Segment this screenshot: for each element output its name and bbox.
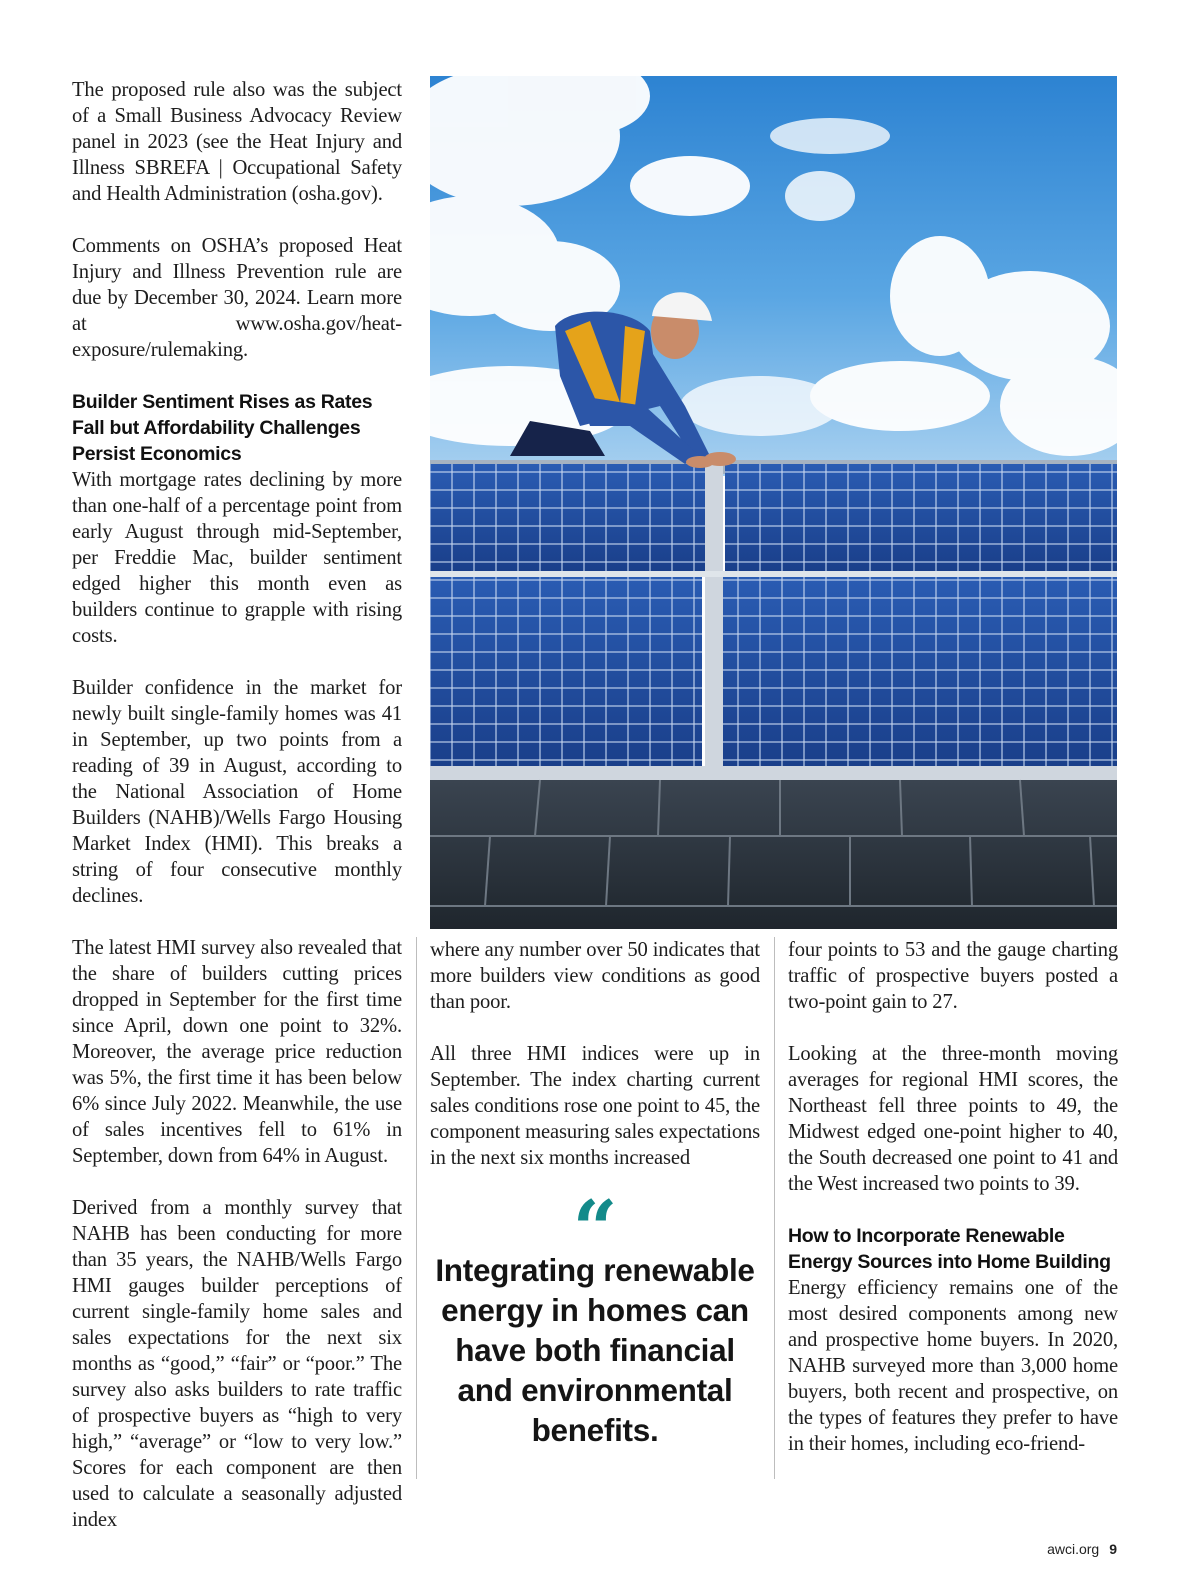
- paragraph-hmi-indices: All three HMI indices were up in September. The index charting current sales conditions rose one point to 45, the component measuring sales expectations in the next six months increased: [430, 1043, 760, 1169]
- section-heading-renewable-energy: How to Incorporate Renewable Energy Sources into Home Building: [788, 1225, 1111, 1273]
- pull-quote-text: Integrating renewable energy in homes can have both financial and environmental benefits.: [435, 1252, 755, 1448]
- solar-panels: [430, 464, 1117, 780]
- footer-site-link[interactable]: awci.org: [1047, 1541, 1100, 1557]
- section-heading-builder-sentiment: Builder Sentiment Rises as Rates Fall but Affordability Challenges Persist Economics: [72, 391, 373, 465]
- column-divider: [416, 937, 417, 1479]
- paragraph-comments-due: Comments on OSHA’s proposed Heat Injury and Illness Prevention rule are due by December 30, 2024. Learn more at www.osha.gov/heat-exposure/rulemaking.: [72, 235, 402, 361]
- page-footer: [1047, 1541, 1117, 1557]
- paragraph-mortgage-rates: With mortgage rates declining by more than one-half of a percentage point from early August through mid-September, per Freddie Mac, builder sentiment edged higher this month even as builders continue to grapple with rising costs.: [72, 469, 402, 647]
- paragraph-price-cuts: The latest HMI survey also revealed that the share of builders cutting prices dropped in September for the first time since April, down one point to 32%. Moreover, the average price reduction was 5%, the first time it has been below 6% since July 2022. Meanwhile, the use of sales incentives fell to 61% in September, down from 64% in August.: [72, 937, 402, 1167]
- middle-column: [430, 937, 760, 1171]
- paragraph-index-threshold: where any number over 50 indicates that more builders view conditions as good than poor.: [430, 939, 760, 1013]
- right-column: [788, 937, 1118, 1457]
- left-column: [72, 77, 402, 1533]
- paragraph-energy-efficiency: Energy efficiency remains one of the most desired components among new and prospective home buyers. In 2020, NAHB surveyed more than 3,000 home buyers, both recent and prospective, on the types of features they prefer to have in their homes, including eco-friend-: [788, 1277, 1118, 1455]
- quote-mark-icon: “: [572, 1184, 618, 1275]
- page-number: 9: [1109, 1541, 1117, 1557]
- paragraph-regional-scores: Looking at the three-month moving averages for regional HMI scores, the Northeast fell three points to 49, the Midwest edged one-point higher to 40, the South decreased one point to 41 and the West increased two points to 39.: [788, 1043, 1118, 1195]
- paragraph-buyer-traffic: four points to 53 and the gauge charting traffic of prospective buyers posted a two-point gain to 27.: [788, 939, 1118, 1013]
- paragraph-hmi-survey: Derived from a monthly survey that NAHB has been conducting for more than 35 years, the NAHB/Wells Fargo HMI gauges builder perceptions of current single-family home sales and sales expectations for the next six months as “good,” “fair” or “poor.” The survey also asks builders to rate traffic of prospective buyers as “high to very high,” “average” or “low to very low.” Scores for each component are then used to calculate a seasonally adjusted index: [72, 1197, 402, 1531]
- solar-installer-photo: [430, 76, 1117, 929]
- paragraph-rule-review: The proposed rule also was the subject of a Small Business Advocacy Review panel in 2023 (see the Heat Injury and Illness SBREFA | Occupational Safety and Health Administration (osha.gov).: [72, 79, 402, 205]
- paragraph-builder-confidence: Builder confidence in the market for newly built single-family homes was 41 in September, up two points from a reading of 39 in August, according to the National Association of Home Builders (NAHB)/Wells Fargo Housing Market Index (HMI). This breaks a string of four consecutive monthly declines.: [72, 677, 402, 907]
- solar-panel-illustration: [430, 76, 1117, 929]
- column-divider: [774, 937, 775, 1479]
- pull-quote: [430, 1184, 760, 1450]
